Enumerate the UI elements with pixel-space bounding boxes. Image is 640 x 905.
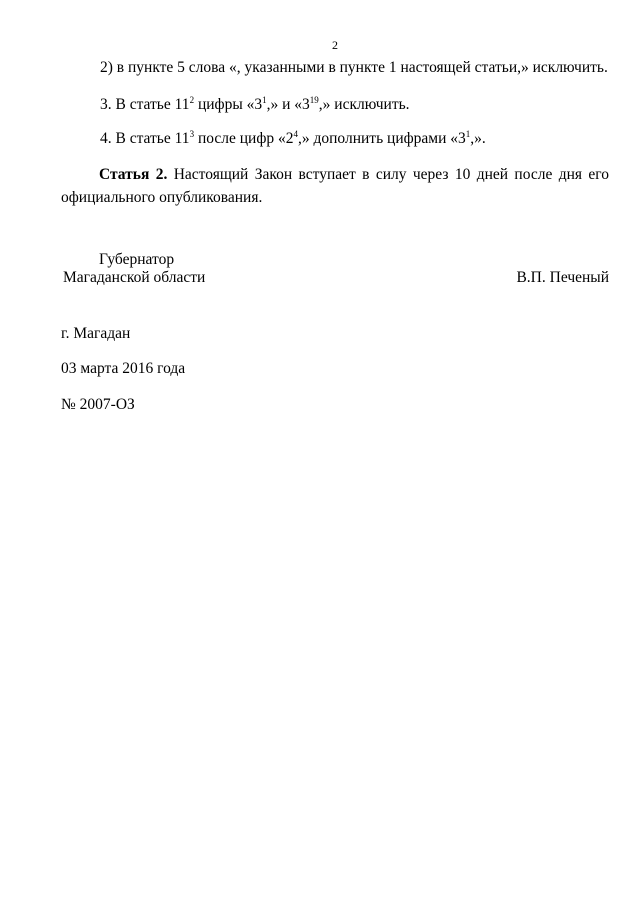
footer-law-number: № 2007-ОЗ <box>61 396 135 413</box>
item-3-text: цифры «3 <box>194 96 263 113</box>
item-4-sup: 4 <box>293 129 298 139</box>
signature-region: Магаданской области <box>63 269 206 286</box>
article-2-heading: Статья 2. <box>99 166 168 183</box>
signature-title: Губернатор <box>99 251 175 268</box>
item-3-sup: 1 <box>262 95 267 105</box>
item-3-text: ,» исключить. <box>318 96 410 113</box>
item-3-sup: 19 <box>309 95 319 105</box>
signature-name: В.П. Печеный <box>516 269 609 286</box>
item-4-paragraph <box>100 129 486 149</box>
item-3-text: 3. В статье 11 <box>100 96 190 113</box>
item-4-text: 4. В статье 11 <box>100 130 190 147</box>
item-4-text: ,» дополнить цифрами «3 <box>298 130 466 147</box>
item-4-sup: 3 <box>189 129 195 139</box>
item-3-sup: 2 <box>189 95 195 105</box>
footer-city: г. Магадан <box>61 325 131 342</box>
item-2-paragraph <box>100 58 608 78</box>
item-4-sup: 1 <box>465 129 471 139</box>
item-4-text: после цифр «2 <box>194 130 294 147</box>
footer-date: 03 марта 2016 года <box>61 360 186 377</box>
item-3-paragraph <box>100 95 410 115</box>
item-3-text: ,» и «3 <box>266 96 310 113</box>
item-2-text: 2) в пункте 5 слова «, указанными в пункте 1 настоящей статьи,» исключить. <box>100 59 608 76</box>
article-2-paragraph <box>61 163 609 209</box>
page-number: 2 <box>332 38 338 52</box>
item-4-text: ,». <box>470 130 486 147</box>
article-2-text: Настоящий Закон вступает в силу через 10 дней после дня его официального опубликования. <box>61 166 610 206</box>
